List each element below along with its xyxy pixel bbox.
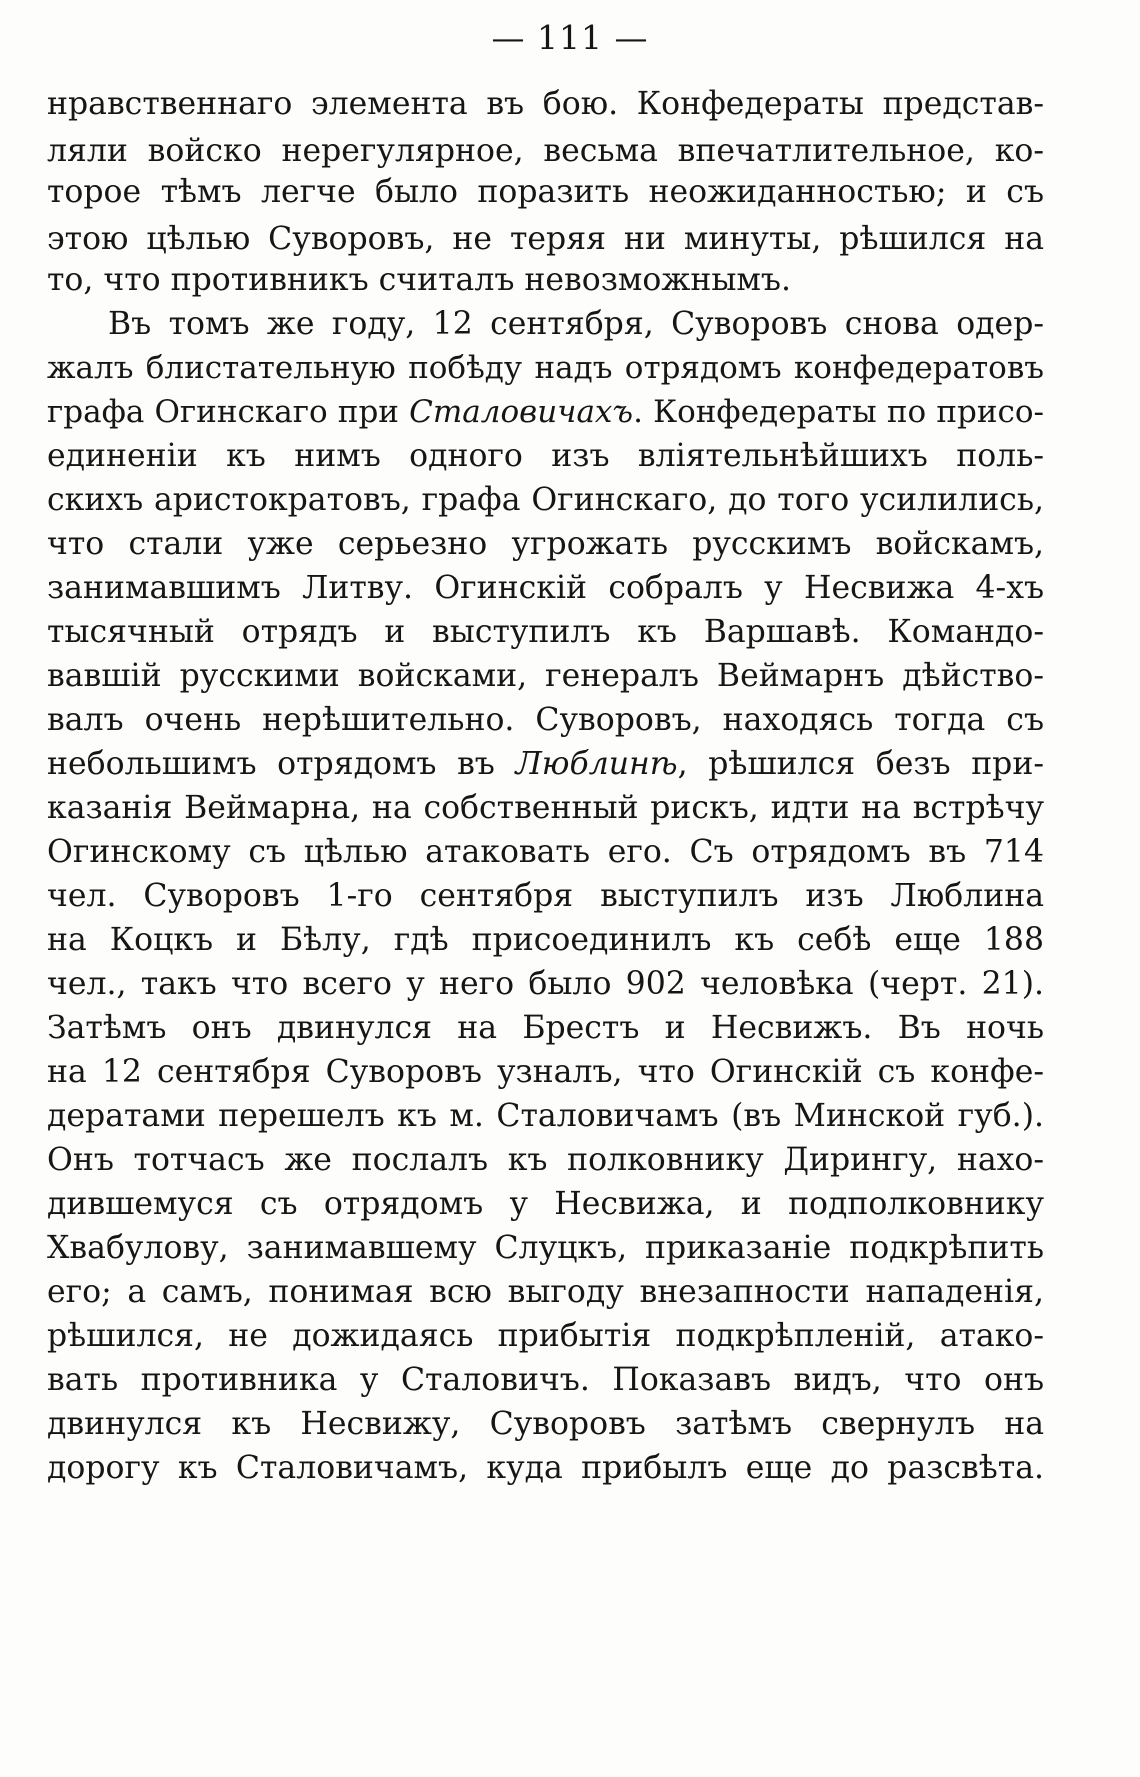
text-span: , рѣшился безъ при- [677,746,1044,782]
text-line: жалъ блистательную побѣду надъ отрядомъ конфедератовъ [47,350,1044,386]
text-line: вать противника у Сталовичъ. Показавъ видъ, что онъ [47,1362,1044,1398]
text-line: его; а самъ, понимая всю выгоду внезапности нападенія, [47,1274,1044,1310]
text-line: то, что противникъ считалъ невозможнымъ. [47,262,791,298]
text-line: Хвабулову, занимавшему Слуцкъ, приказаніе подкрѣпить [47,1230,1044,1266]
text-line: этою цѣлью Суворовъ, не теряя ни минуты, рѣшился на [47,221,1044,257]
text-line: рѣшился, не дожидаясь прибытія подкрѣпленій, атако- [47,1318,1044,1354]
text-line: занимавшимъ Литву. Огинскiй собралъ у Несвижа 4-хъ [47,570,1044,606]
text-line-with-emphasis [47,740,1044,788]
text-line: валъ очень нерѣшительно. Суворовъ, находясь тогда съ [47,702,1044,738]
text-line: двинулся къ Несвижу, Суворовъ затѣмъ свернулъ на [47,1406,1044,1442]
place-name-italic: Сталовичахъ [409,394,634,430]
page-number: — 111 — [491,18,649,57]
text-line: чел., такъ что всего у него было 902 человѣка (черт. 21). [47,966,1044,1002]
text-line: ляли войско нерегулярное, весьма впечатлительное, ко- [47,133,1044,169]
text-line: казанія Веймарна, на собственный рискъ, идти на встрѣчу [47,790,1044,826]
text-line: Огинскому съ цѣлью атаковать его. Съ отрядомъ въ 714 [47,834,1044,870]
text-span: . Конфедераты по присо- [633,394,1044,430]
text-line: скихъ аристократовъ, графа Огинскаго, до того усилились, [47,482,1044,518]
text-line: Въ томъ же году, 12 сентября, Суворовъ снова одер- [108,306,1044,342]
text-line: чел. Суворовъ 1-го сентября выступилъ изъ Люблина [47,878,1044,914]
text-line: дорогу къ Сталовичамъ, куда прибылъ еще до разсвѣта. [47,1450,1044,1486]
text-line: дившемуся съ отрядомъ у Несвижа, и подполковнику [47,1186,1044,1222]
text-line: Затѣмъ онъ двинулся на Брестъ и Несвижъ. Въ ночь [47,1010,1044,1046]
text-line: что стали уже серьезно угрожать русскимъ войскамъ, [47,526,1044,562]
text-line-with-emphasis [47,388,1044,436]
text-line: Онъ тотчасъ же послалъ къ полковнику Дирингу, нахо- [47,1142,1044,1178]
text-span: небольшимъ отрядомъ въ [47,746,516,782]
place-name-italic: Люблинѣ [515,746,678,782]
text-line: на Коцкъ и Бѣлу, гдѣ присоединилъ къ себѣ еще 188 [47,922,1044,958]
text-line: единеніи къ нимъ одного изъ влiятельнѣйшихъ поль- [47,438,1044,474]
text-line: на 12 сентября Суворовъ узналъ, что Огинскiй съ конфе- [47,1054,1044,1090]
text-line: тысячный отрядъ и выступилъ къ Варшавѣ. Командо- [47,614,1044,650]
text-line: дератами перешелъ къ м. Сталовичамъ (въ Минской губ.). [47,1098,1044,1134]
text-line: нравственнаго элемента въ бою. Конфедераты представ- [47,86,1044,122]
text-span: графа Огинскаго при [47,394,410,430]
text-line: торое тѣмъ легче было поразить неожиданностью; и съ [47,174,1044,210]
text-line: вавшiй русскими войсками, генералъ Веймарнъ дѣйство- [47,658,1044,694]
